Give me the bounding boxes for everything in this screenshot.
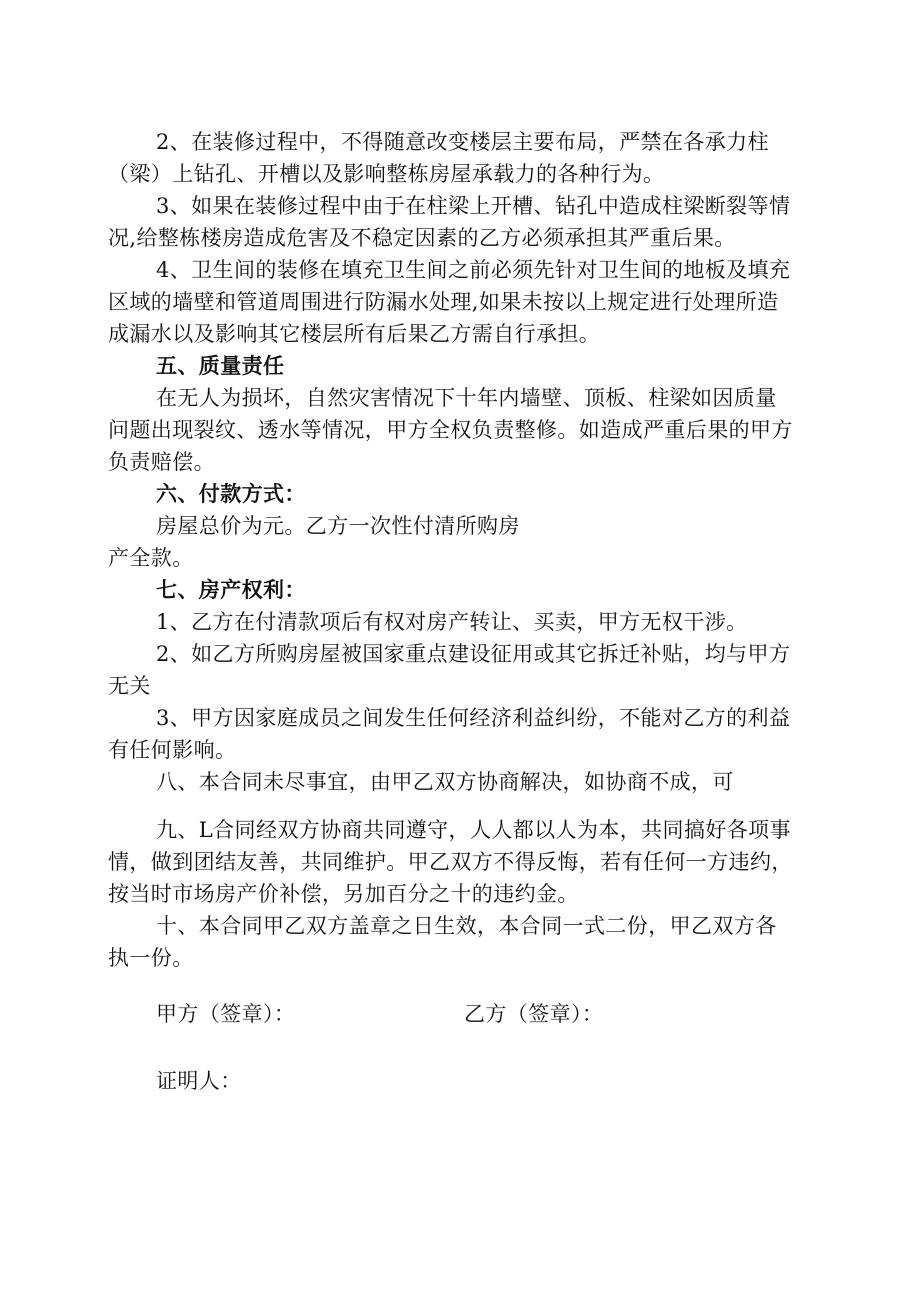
clause-3-line-1: 3、如果在装修过程中由于在柱梁上开槽、钻孔中造成柱梁断裂等情	[156, 194, 791, 218]
clause-4-line-2: 区域的墙壁和管道周围进行防漏水处理,如果未按以上规定进行处理所造	[108, 290, 779, 314]
rights-1-line-1: 1、乙方在付清款项后有权对房产转让、买卖，甲方无权干涉。	[156, 610, 748, 634]
quality-line-2: 问题出现裂纹、透水等情况，甲方全权负责整修。如造成严重后果的甲方	[108, 418, 793, 442]
rights-3-line-2: 有任何影响。	[108, 738, 237, 762]
rights-2-line-1: 2、如乙方所购房屋被国家重点建设征用或其它拆迁补贴，均与甲方	[156, 642, 791, 666]
clause-8-line-1: 八、本合同未尽事宜，由甲乙双方协商解决，如协商不成，可	[156, 770, 734, 794]
clause-9-line-2: 情，做到团结友善，共同维护。甲乙双方不得反悔，若有任何一方违约，	[108, 850, 793, 874]
party-b-signature-label: 乙方（签章）：	[464, 1002, 604, 1026]
party-a-signature-label: 甲方（签章）：	[156, 1002, 296, 1026]
clause-4-line-1: 4、卫生间的装修在填充卫生间之前必须先针对卫生间的地板及填充	[156, 258, 791, 282]
clause-9-line-3: 按当时市场房产价补偿，另加百分之十的违约金。	[108, 882, 579, 906]
section-heading-payment: 六、付款方式：	[156, 482, 306, 506]
rights-2-line-2: 无关	[108, 674, 151, 698]
payment-line-1: 房屋总价为元。乙方一次性付清所购房	[156, 514, 520, 538]
clause-10-line-2: 执一份。	[108, 946, 194, 970]
quality-line-3: 负责赔偿。	[108, 450, 215, 474]
section-heading-rights: 七、房产权利：	[156, 578, 306, 602]
payment-line-2: 产全款。	[108, 546, 194, 570]
clause-9-line-1: 九、L合同经双方协商共同遵守，人人都以人为本，共同搞好各项事	[156, 818, 791, 842]
quality-line-1: 在无人为损坏，自然灾害情况下十年内墙壁、顶板、柱梁如因质量	[156, 386, 777, 410]
clause-2-line-2: （梁）上钻孔、开槽以及影响整栋房屋承载力的各种行为。	[108, 162, 665, 186]
clause-2-line-1: 2、在装修过程中，不得随意改变楼层主要布局，严禁在各承力柱	[156, 130, 769, 154]
witness-label: 证明人：	[156, 1069, 242, 1093]
clause-4-line-3: 成漏水以及影响其它楼层所有后果乙方需自行承担。	[108, 322, 601, 346]
clause-3-line-2: 况,给整栋楼房造成危害及不稳定因素的乙方必须承担其严重后果。	[108, 226, 736, 250]
rights-3-line-1: 3、甲方因家庭成员之间发生任何经济利益纠纷，不能对乙方的利益	[156, 706, 791, 730]
clause-10-line-1: 十、本合同甲乙双方盖章之日生效，本合同一式二份，甲乙双方各	[156, 914, 777, 938]
section-heading-quality: 五、质量责任	[156, 354, 285, 378]
